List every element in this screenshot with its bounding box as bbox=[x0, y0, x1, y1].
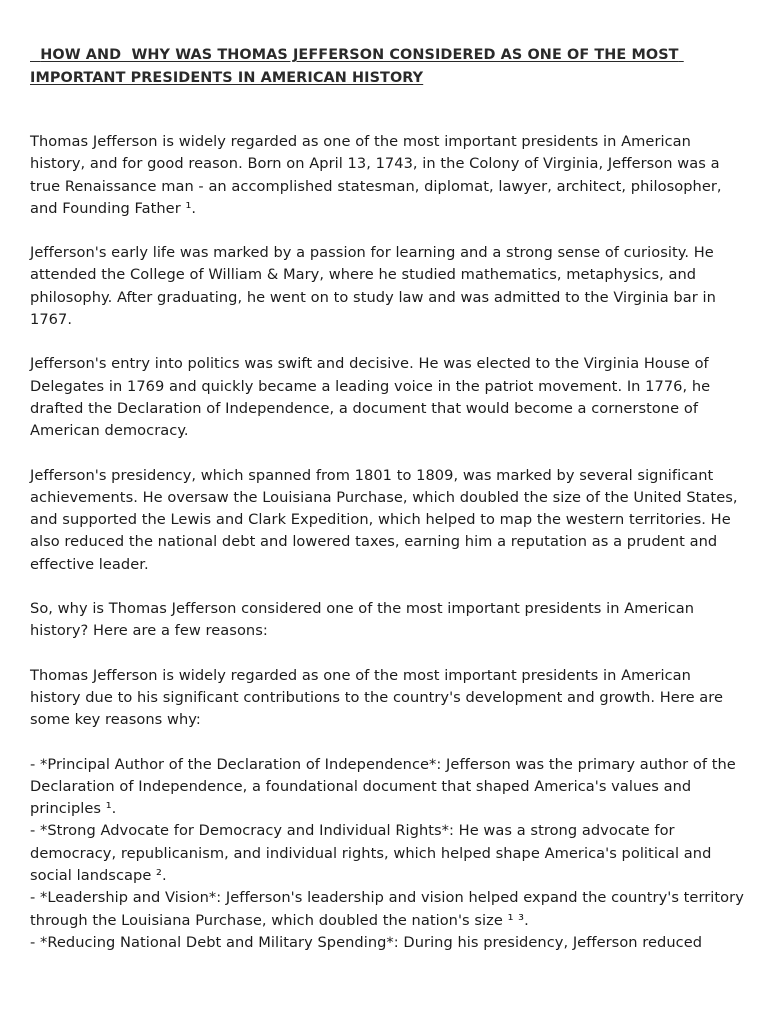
document-title: HOW AND WHY WAS THOMAS JEFFERSON CONSIDERED AS ONE OF THE MOST IMPORTANT PRESIDENTS IN AMERICAN HISTORY bbox=[30, 47, 684, 86]
list-item: - *Reducing National Debt and Military Spending*: During his presidency, Jefferson reduced bbox=[30, 933, 703, 951]
paragraph-presidency: Jefferson's presidency, which spanned from 1801 to 1809, was marked by several significant achievements. He oversaw the Louisiana Purchase, which doubled the size of the United States, and supported the Lewis and Clark Expedition, which helped to map the western territories. He also reduced the national debt and lowered taxes, earning him a reputation as a prudent and effective leader. bbox=[30, 466, 738, 573]
paragraph-intro: Thomas Jefferson is widely regarded as one of the most important presidents in American history, and for good reason. Born on April 13, 1743, in the Colony of Virginia, Jefferson was a true Renaissance man - an accomplished statesman, diplomat, lawyer, architect, philosopher, and Founding Father ¹. bbox=[30, 133, 722, 217]
list-item: - *Principal Author of the Declaration of Independence*: Jefferson was the primary author of the Declaration of Independence, a foundational document that shaped America's values and principles ¹. bbox=[30, 755, 736, 818]
paragraph-key-reasons: Thomas Jefferson is widely regarded as one of the most important presidents in American history due to his significant contributions to the country's development and growth. Here are some key reasons why: bbox=[30, 666, 724, 729]
reasons-list bbox=[30, 754, 744, 955]
paragraph-early-life: Jefferson's early life was marked by a passion for learning and a strong sense of curiosity. He attended the College of William & Mary, where he studied mathematics, metaphysics, and philosophy. After graduating, he went on to study law and was admitted to the Virginia bar in 1767. bbox=[30, 244, 716, 329]
list-item: - *Leadership and Vision*: Jefferson's leadership and vision helped expand the country's territory through the Louisiana Purchase, which doubled the nation's size ¹ ³. bbox=[30, 889, 744, 929]
paragraph-question: So, why is Thomas Jefferson considered one of the most important presidents in American history? Here are a few reasons: bbox=[30, 600, 695, 640]
list-item: - *Strong Advocate for Democracy and Individual Rights*: He was a strong advocate for democracy, republicanism, and individual rights, which helped shape America's political and social landscape ². bbox=[30, 822, 712, 885]
paragraph-politics: Jefferson's entry into politics was swift and decisive. He was elected to the Virginia House of Delegates in 1769 and quickly became a leading voice in the patriot movement. In 1776, he drafted the Declaration of Independence, a document that would become a cornerstone of American democracy. bbox=[30, 355, 711, 440]
